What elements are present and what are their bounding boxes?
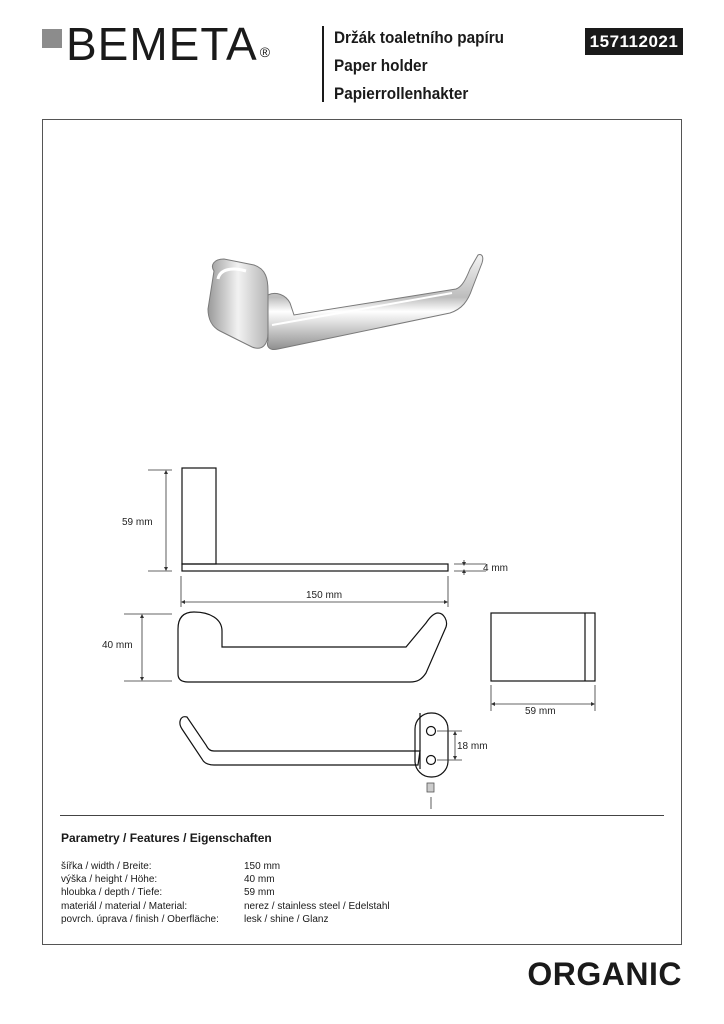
brand-logo bbox=[66, 18, 271, 70]
series-name: ORGANIC bbox=[527, 956, 682, 992]
features-divider bbox=[60, 815, 664, 816]
side-view bbox=[182, 468, 448, 571]
dim-height-front-label: 40 mm bbox=[102, 640, 133, 651]
feature-value: 40 mm bbox=[244, 874, 275, 885]
registered-mark: ® bbox=[259, 44, 272, 60]
brand-name: BEMETA bbox=[66, 18, 258, 70]
dim-hole-spacing-label: 18 mm bbox=[457, 741, 488, 752]
feature-label: hloubka / depth / Tiefe: bbox=[61, 887, 163, 898]
feature-label: šířka / width / Breite: bbox=[61, 861, 152, 872]
dim-depth-label: 59 mm bbox=[525, 706, 556, 717]
top-view bbox=[180, 713, 420, 769]
title-german: Papierrollenhakter bbox=[334, 84, 469, 103]
dim-width-label: 150 mm bbox=[306, 590, 343, 601]
feature-value: nerez / stainless steel / Edelstahl bbox=[244, 901, 390, 912]
dim-height-side-label: 59 mm bbox=[122, 517, 153, 528]
end-view bbox=[491, 613, 595, 681]
feature-label: výška / height / Höhe: bbox=[61, 874, 158, 885]
title-english: Paper holder bbox=[334, 56, 428, 75]
feature-value: 59 mm bbox=[244, 887, 275, 898]
product-code-badge: 157112021 bbox=[585, 28, 683, 55]
feature-label: povrch. úprava / finish / Oberfläche: bbox=[61, 914, 219, 925]
side-view-dimensions bbox=[148, 470, 486, 607]
front-view bbox=[178, 612, 447, 682]
product-photo bbox=[208, 254, 483, 349]
features-heading: Parametry / Features / Eigenschaften bbox=[61, 831, 272, 845]
dim-thickness-label: 4 mm bbox=[483, 563, 508, 574]
feature-value: 150 mm bbox=[244, 861, 281, 872]
technical-drawing bbox=[42, 119, 682, 809]
title-divider bbox=[322, 26, 324, 102]
feature-label: materiál / material / Material: bbox=[61, 901, 188, 912]
feature-value: lesk / shine / Glanz bbox=[244, 914, 329, 925]
logo-square-icon bbox=[42, 29, 62, 48]
title-czech: Držák toaletního papíru bbox=[334, 28, 505, 47]
